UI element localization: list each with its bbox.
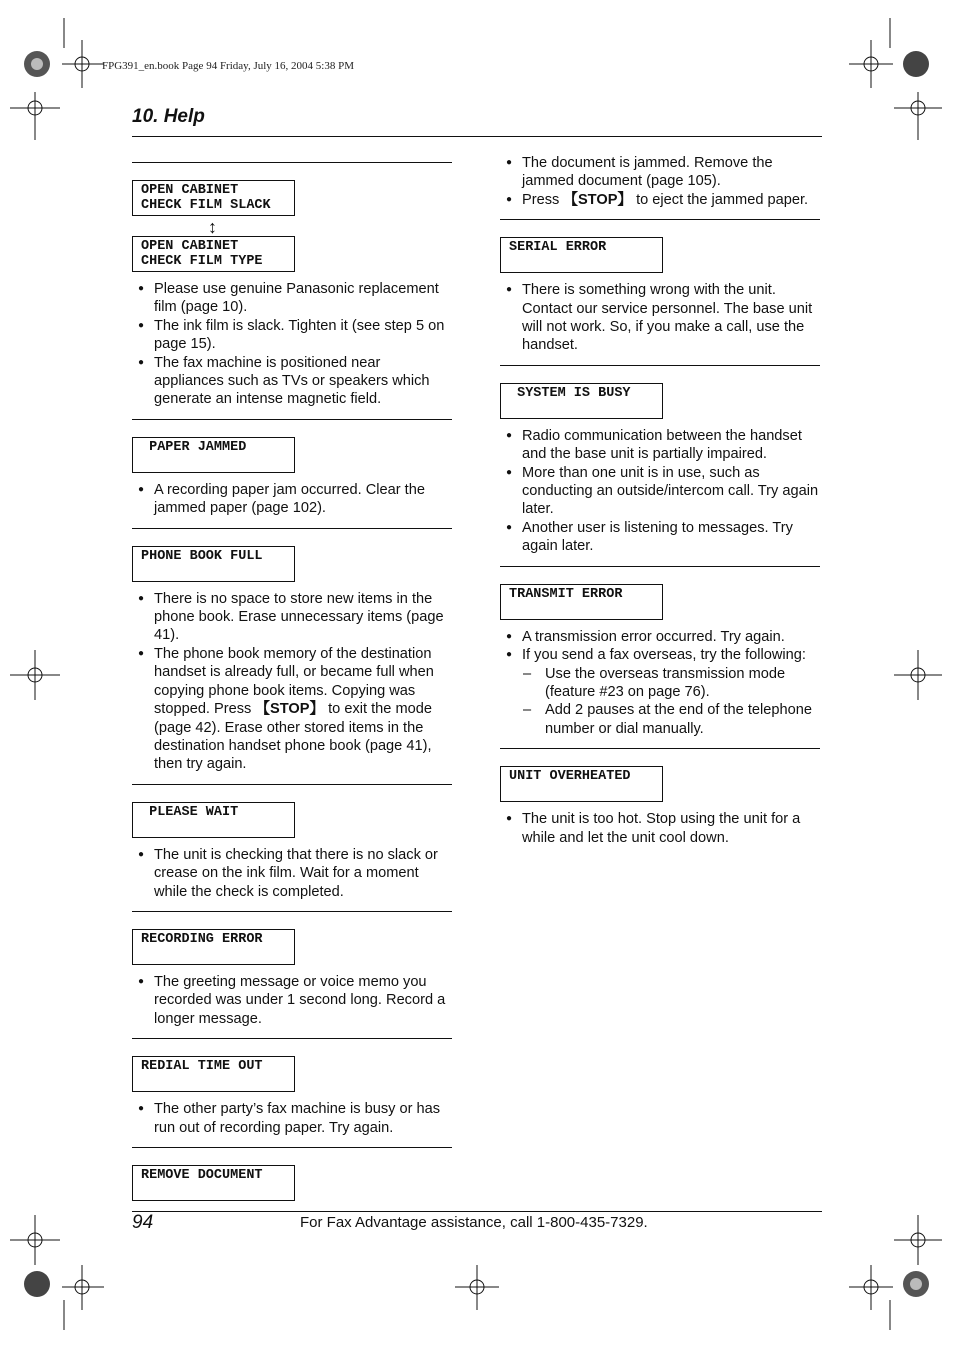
sub-item: – Use the overseas transmission mode (feature #23 on page 76). [500, 665, 820, 702]
bullet-item: ● The document is jammed. Remove the jammed document (page 105). [500, 154, 820, 191]
page-number: 94 [132, 1212, 154, 1233]
crosshair-icon [10, 18, 942, 1330]
display-message: OPEN CABINET CHECK FILM SLACK [132, 180, 295, 216]
print-header: FPG391_en.book Page 94 Friday, July 16, 2004 5:38 PM [102, 60, 354, 72]
bullet-item: ● There is something wrong with the unit. Contact our service personnel. The base unit will not work. So, if you make a call, use the handset. [500, 281, 820, 355]
display-message: SERIAL ERROR [500, 237, 663, 273]
bullet-item: ● The unit is checking that there is no slack or crease on the ink film. Wait for a moment while the check is completed. [132, 846, 452, 901]
bullet-text: The phone book memory of the destination handset is already full, or became full when copying phone book items. Copying was stopped. Press 【STOP】 to exit the mode (page 42). Erase other stored items in the destination handset phone book (page 41), then try again. [154, 645, 434, 773]
display-message: REDIAL TIME OUT [132, 1056, 295, 1092]
display-message: REMOVE DOCUMENT [132, 1165, 295, 1201]
sub-item: – Add 2 pauses at the end of the telephone number or dial manually. [500, 701, 820, 738]
display-message: SYSTEM IS BUSY [500, 383, 663, 419]
up-down-arrow-icon: ↕ [208, 217, 217, 237]
bullet-item: ● The greeting message or voice memo you recorded was under 1 second long. Record a longer message. [132, 973, 452, 1028]
bullet-item: ● A recording paper jam occurred. Clear the jammed paper (page 102). [132, 481, 452, 518]
bullet-item: ● More than one unit is in use, such as conducting an outside/intercom call. Try again later. [500, 464, 820, 519]
stop-key-label: 【STOP】 [563, 191, 633, 208]
bullet-item: ● There is no space to store new items in the phone book. Erase unnecessary items (page 41). [132, 590, 452, 645]
display-message: RECORDING ERROR [132, 929, 295, 965]
print-target-icon [24, 51, 929, 1297]
stop-key-label: 【STOP】 [255, 701, 325, 718]
bullet-item: ● The fax machine is positioned near appliances such as TVs or speakers which generate an intense magnetic field. [132, 354, 452, 409]
display-message: PLEASE WAIT [132, 802, 295, 838]
bullet-item: ● The unit is too hot. Stop using the unit for a while and let the unit cool down. [500, 810, 820, 847]
bullet-item: ● Another user is listening to messages. Try again later. [500, 519, 820, 556]
bullet-item: ● If you send a fax overseas, try the following: [500, 646, 820, 664]
bullet-item: ● A transmission error occurred. Try again. [500, 628, 820, 646]
bullet-item: ● The ink film is slack. Tighten it (see step 5 on page 15). [132, 317, 452, 354]
display-message: PHONE BOOK FULL [132, 546, 295, 582]
display-message: UNIT OVERHEATED [500, 766, 663, 802]
display-message: PAPER JAMMED [132, 437, 295, 473]
bullet-item: ● Please use genuine Panasonic replacement film (page 10). [132, 280, 452, 317]
bullet-text: Press 【STOP】 to eject the jammed paper. [522, 191, 809, 208]
footer-text: For Fax Advantage assistance, call 1-800-435-7329. [300, 1214, 648, 1231]
display-message: TRANSMIT ERROR [500, 584, 663, 620]
bullet-item: ● The other party’s fax machine is busy or has run out of recording paper. Try again. [132, 1100, 452, 1137]
display-message: OPEN CABINET CHECK FILM TYPE [132, 236, 295, 272]
section-title: 10. Help [132, 106, 205, 127]
bullet-item: ● Radio communication between the handset and the base unit is partially impaired. [500, 427, 820, 464]
